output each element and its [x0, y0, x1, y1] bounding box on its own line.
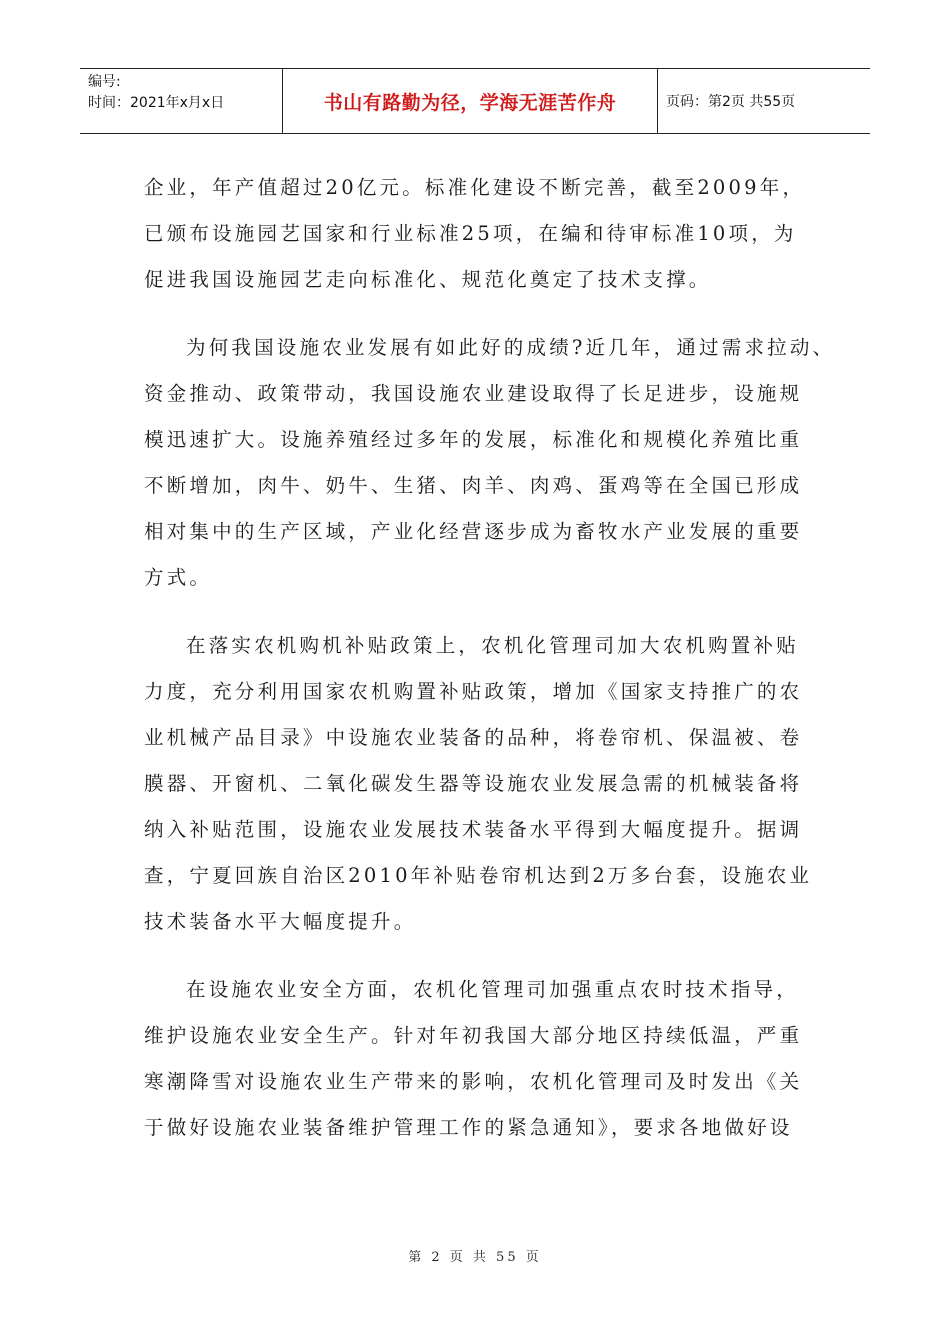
paragraph [144, 967, 816, 1151]
paragraph-line: 已颁布设施园艺国家和行业标准25项，在编和待审标准10项，为 [144, 222, 797, 245]
header-motto: 书山有路勤为径，学海无涯苦作舟 [283, 69, 658, 133]
paragraph [144, 165, 816, 303]
paragraph-line: 纳入补贴范围，设施农业发展技术装备水平得到大幅度提升。据调 [144, 818, 803, 841]
paragraph-line: 企业，年产值超过20亿元。标准化建设不断完善，截至2009年， [144, 176, 806, 199]
page-footer: 第 2 页 共 55 页 [408, 1250, 542, 1265]
paragraph-line: 不断增加，肉牛、奶牛、生猪、肉羊、肉鸡、蛋鸡等在全国已形成 [144, 474, 803, 497]
paragraph-line: 于做好设施农业装备维护管理工作的紧急通知》，要求各地做好设 [144, 1116, 793, 1139]
paragraph-line: 方式。 [144, 566, 213, 589]
paragraph-line: 维护设施农业安全生产。针对年初我国大部分地区持续低温，严重 [144, 1024, 803, 1047]
paragraph-line: 模迅速扩大。设施养殖经过多年的发展，标准化和规模化养殖比重 [144, 428, 803, 451]
paragraph-line: 寒潮降雪对设施农业生产带来的影响，农机化管理司及时发出《关 [144, 1070, 803, 1093]
paragraph-line: 资金推动、政策带动，我国设施农业建设取得了长足进步，设施规 [144, 382, 803, 405]
paragraph-line: 在设施农业安全方面，农机化管理司加强重点农时技术指导， [186, 978, 799, 1001]
paragraph-line: 相对集中的生产区域，产业化经营逐步成为畜牧水产业发展的重要 [144, 520, 803, 543]
page-header [80, 68, 870, 134]
paragraph [144, 325, 836, 601]
paragraph-line: 促进我国设施园艺走向标准化、规范化奠定了技术支撑。 [144, 268, 712, 291]
paragraph-line: 膜器、开窗机、二氧化碳发生器等设施农业发展急需的机械装备将 [144, 772, 803, 795]
document-code-label: 编号: [88, 74, 121, 90]
paragraph-line: 力度，充分利用国家农机购置补贴政策，增加《国家支持推广的农 [144, 680, 803, 703]
paragraph-line: 业机械产品目录》中设施农业装备的品种，将卷帘机、保温被、卷 [144, 726, 803, 749]
paragraph-line: 技术装备水平大幅度提升。 [144, 910, 417, 933]
paragraph-line: 查，宁夏回族自治区2010年补贴卷帘机达到2万多台套，设施农业 [144, 864, 813, 887]
document-time-label: 时间：2021年x月x日 [88, 95, 225, 111]
header-page-number: 页码：第2页 共55页 [666, 94, 796, 110]
paragraph [144, 623, 816, 945]
document-body [144, 165, 836, 1173]
paragraph-line: 为何我国设施农业发展有如此好的成绩?近几年，通过需求拉动、 [186, 336, 836, 359]
header-meta [80, 69, 283, 133]
paragraph-line: 在落实农机购机补贴政策上，农机化管理司加大农机购置补贴 [186, 634, 799, 657]
